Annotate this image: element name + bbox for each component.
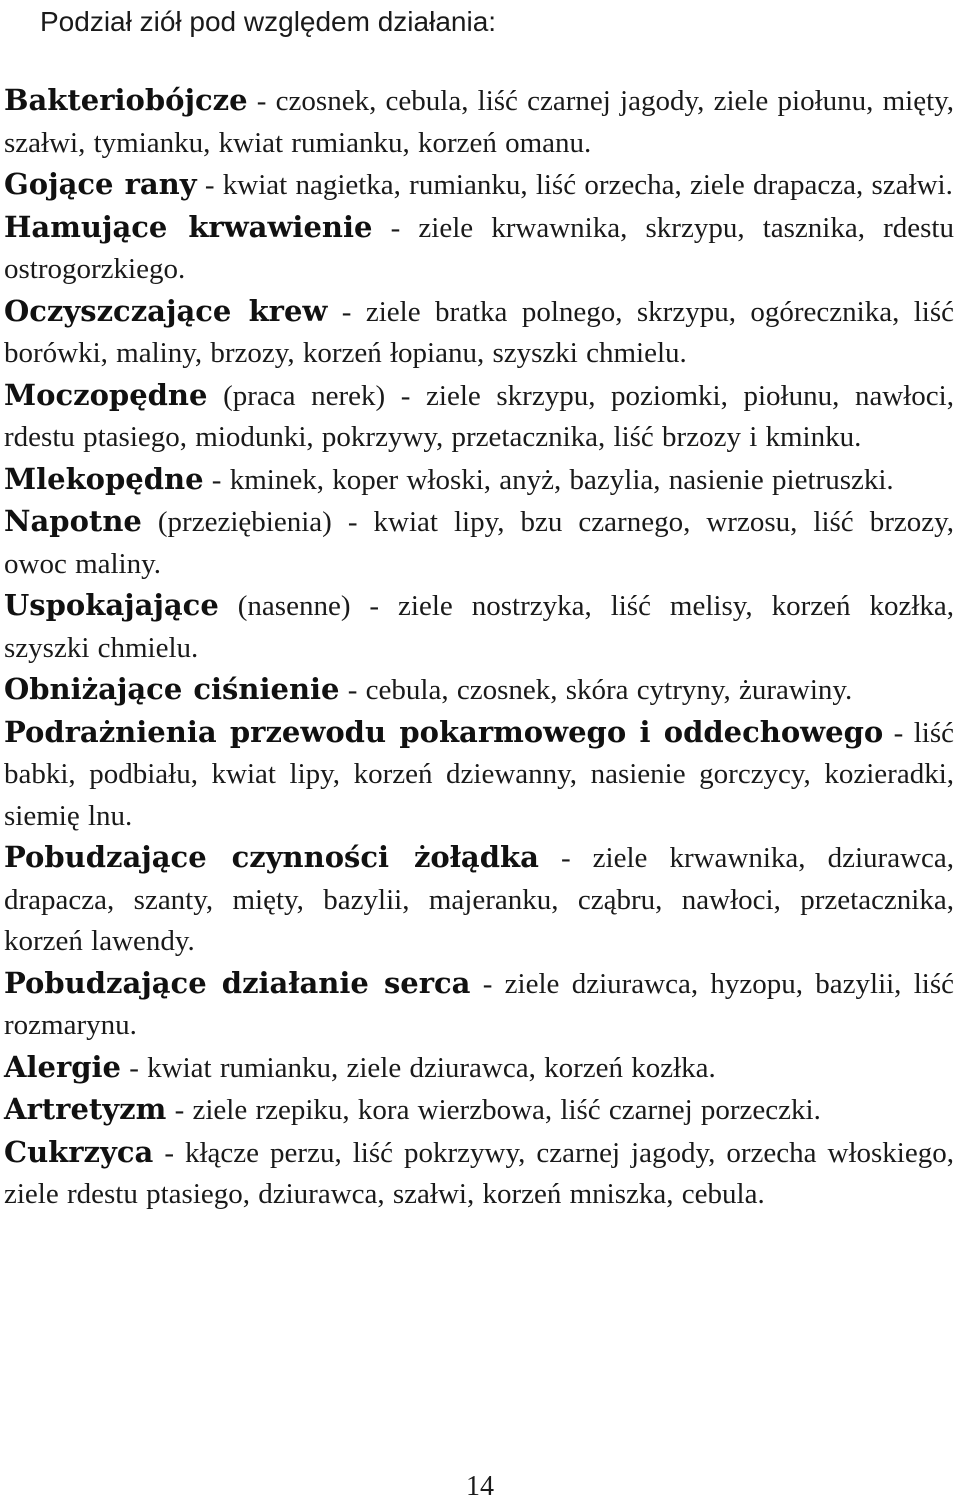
entry-text: - cebula, czosnek, skóra cytryny, żurawiny.	[339, 674, 853, 706]
entry-term: Gojące rany	[4, 167, 197, 201]
herb-action-list	[4, 80, 954, 1216]
entry-text: - ziele bratka polnego, skrzypu, ogórecznika, liść borówki, maliny, brzozy, korzeń łopianu, szyszki chmielu.	[4, 295, 954, 369]
entry-text: - ziele rzepiku, kora wierzbowa, liść czarnej porzeczki.	[166, 1094, 821, 1126]
entry-term: Hamujące krwawienie	[4, 209, 373, 244]
entry-text: - kwiat rumianku, ziele dziurawca, korzeń kozłka.	[121, 1051, 716, 1084]
entry-text: (nasenne) - ziele nostrzyka, liść melisy, korzeń kozłka, szyszki chmielu.	[4, 590, 954, 664]
entry-term: Oczyszczające krew	[4, 293, 328, 328]
entry-text: - czosnek, cebula, liść czarnej jagody, ziele piołunu, mięty, szałwi, tymianku, kwiat rumianku, korzeń omanu.	[4, 85, 954, 159]
list-item-bakteriobojcze	[4, 80, 954, 164]
entry-text: (praca nerek) - ziele skrzypu, poziomki, piołunu, nawłoci, rdestu ptasiego, miodunki, pokrzywy, przetacznika, liść brzozy i kminku.	[4, 379, 954, 453]
entry-term: Pobudzające działanie serca	[4, 965, 471, 1000]
page-number: 14	[466, 1471, 494, 1502]
list-item-cukrzyca	[4, 1132, 954, 1216]
entry-text: - ziele dziurawca, hyzopu, bazylii, liść rozmarynu.	[4, 967, 954, 1041]
entry-term: Alergie	[4, 1049, 121, 1084]
entry-term: Podrażnienia przewodu pokarmowego i oddechowego	[4, 714, 884, 749]
list-item-obnizajace-cisnienie	[4, 669, 954, 712]
list-item-artretyzm	[4, 1089, 954, 1132]
entry-term: Moczopędne	[4, 377, 208, 412]
entry-text: - ziele krwawnika, dziurawca, drapacza, szanty, mięty, bazylii, majeranku, cząbru, nawłoci, przetacznika, korzeń lawendy.	[4, 842, 955, 957]
entry-text: - ziele krwawnika, skrzypu, tasznika, rdestu ostrogorzkiego.	[4, 211, 954, 285]
entry-text: - kłącze perzu, liść pokrzywy, czarnej jagody, orzecha włoskiego, ziele rdestu ptasiego, dziurawca, szałwi, korzeń mniszka, cebula.	[4, 1136, 954, 1210]
list-item-pobudzajace-serca	[4, 963, 954, 1047]
entry-term: Bakteriobójcze	[4, 83, 248, 117]
page-title: Podział ziół pod względem działania:	[40, 6, 497, 37]
entry-text: - kminek, koper włoski, anyż, bazylia, nasienie pietruszki.	[203, 463, 894, 496]
list-item-hamujace-krwawienie	[4, 207, 954, 291]
list-item-napotne	[4, 501, 954, 585]
entry-term: Uspokajające	[4, 588, 219, 622]
entry-term: Artretyzm	[4, 1092, 167, 1126]
list-item-oczyszczajace-krew	[4, 291, 954, 375]
entry-term: Cukrzyca	[4, 1134, 154, 1169]
entry-term: Obniżające ciśnienie	[4, 672, 340, 706]
entry-text: (przeziębienia) - kwiat lipy, bzu czarnego, wrzosu, liść brzozy, owoc maliny.	[4, 506, 954, 580]
list-item-moczopedne	[4, 375, 954, 459]
list-item-pobudzajace-zoladka	[4, 837, 954, 963]
list-item-gojace-rany	[4, 164, 954, 207]
list-item-podraznienia	[4, 712, 954, 838]
entry-term: Mlekopędne	[4, 461, 204, 496]
list-item-mlekopedne	[4, 459, 954, 502]
list-item-alergie	[4, 1047, 954, 1090]
entry-text: - kwiat nagietka, rumianku, liść orzecha, ziele drapacza, szałwi.	[196, 169, 953, 201]
list-item-uspokajajace	[4, 585, 954, 669]
entry-term: Napotne	[4, 504, 142, 538]
entry-term: Pobudzające czynności żołądka	[4, 840, 539, 874]
entry-text: - liść babki, podbiału, kwiat lipy, korzeń dziewanny, nasienie gorczycy, kozieradki, siemię lnu.	[4, 716, 954, 832]
